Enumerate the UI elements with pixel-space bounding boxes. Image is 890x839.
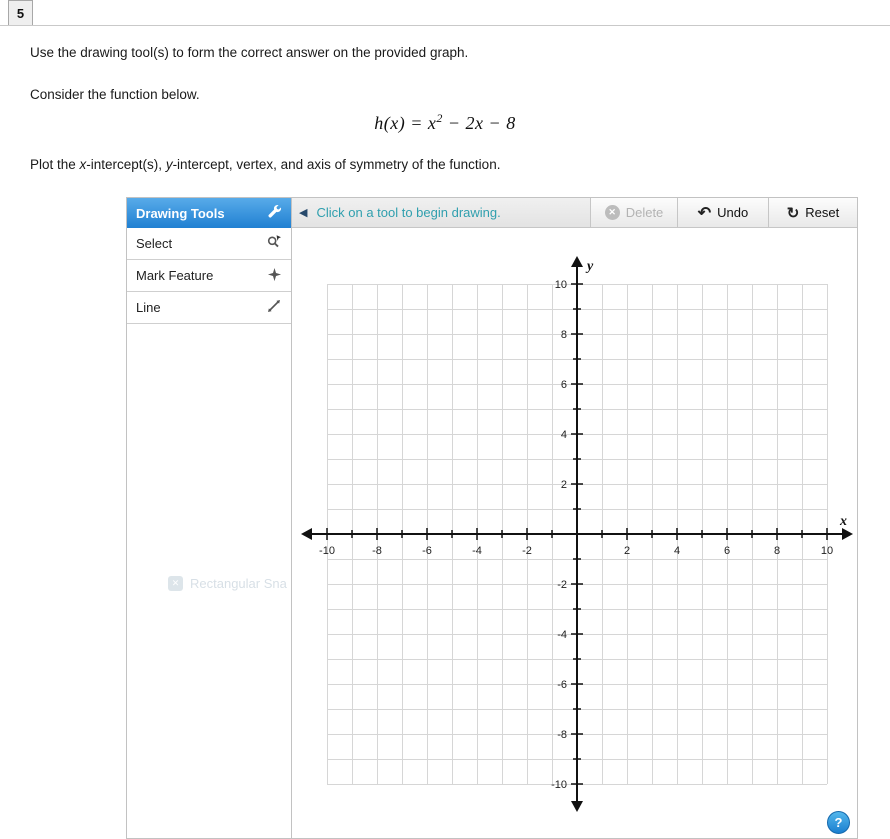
x-tick-label: 2 xyxy=(623,545,631,557)
text-segment: h(x) = x xyxy=(374,113,437,133)
y-tick-label: -10 xyxy=(551,779,567,791)
star-icon xyxy=(267,267,282,285)
tool-item-select[interactable] xyxy=(127,228,291,260)
x-tick-label: 6 xyxy=(723,545,731,557)
tool-label-select: Select xyxy=(136,236,173,251)
question-number-tab[interactable] xyxy=(8,0,33,25)
function-formula xyxy=(0,111,890,134)
text-segment: -intercept, vertex, and axis of symmetry of the function. xyxy=(172,157,501,172)
text-segment: Plot the xyxy=(30,157,80,172)
tool-item-line[interactable] xyxy=(127,292,291,324)
drawing-tools-panel xyxy=(127,198,292,838)
text-segment: y xyxy=(165,157,173,172)
y-tick-label: 10 xyxy=(554,279,567,291)
tool-label-mark-feature: Mark Feature xyxy=(136,268,214,283)
y-tick-label: 8 xyxy=(560,329,567,341)
x-tick-label: -10 xyxy=(319,545,335,557)
y-tick-label: 2 xyxy=(560,479,567,491)
x-tick-label: 8 xyxy=(773,545,781,557)
question-number: 5 xyxy=(16,5,25,21)
toolbar-hint-text: Click on a tool to begin drawing. xyxy=(316,205,501,220)
y-tick-label: -6 xyxy=(557,679,567,691)
x-tick-label: -8 xyxy=(372,545,382,557)
plot-instruction xyxy=(30,157,500,172)
toolbar-buttons xyxy=(590,198,857,227)
circle-x-icon xyxy=(605,205,620,220)
text-segment: -intercept(s), xyxy=(86,157,166,172)
snap-tooltip-text: Rectangular Sna xyxy=(190,576,287,591)
delete-button[interactable] xyxy=(590,198,677,227)
header-divider xyxy=(0,25,890,26)
help-button-label: ? xyxy=(834,815,843,830)
undo-button[interactable] xyxy=(677,198,768,227)
x-axis-label: x xyxy=(840,514,847,529)
text-segment: − 2x − 8 xyxy=(442,113,516,133)
axes xyxy=(311,266,843,802)
graph-toolbar xyxy=(292,198,857,228)
diagonal-line-icon xyxy=(266,298,282,317)
x-tick-label: 4 xyxy=(673,545,681,557)
graph-canvas[interactable] xyxy=(292,228,857,838)
x-tick-label: -6 xyxy=(422,545,432,557)
drawing-tools-title: Drawing Tools xyxy=(136,205,225,221)
graph-panel xyxy=(292,198,857,838)
y-tick-label: 4 xyxy=(560,429,567,441)
coordinate-plane[interactable] xyxy=(292,228,857,838)
tool-item-mark-feature[interactable] xyxy=(127,260,291,292)
help-button[interactable] xyxy=(827,811,850,834)
y-tick-label: -4 xyxy=(557,629,567,641)
reset-arrow-icon xyxy=(787,204,800,222)
magnifier-cursor-icon xyxy=(266,234,282,253)
drawing-tools-header xyxy=(127,198,291,228)
text-segment: x xyxy=(79,157,87,172)
consider-text: Consider the function below. xyxy=(30,87,200,102)
y-tick-label: -2 xyxy=(557,579,567,591)
tool-label-line: Line xyxy=(136,300,161,315)
reset-button-label: Reset xyxy=(805,205,840,220)
drawing-widget xyxy=(126,197,858,839)
undo-arrow-icon xyxy=(698,203,711,223)
instruction-text: Use the drawing tool(s) to form the correct answer on the provided graph. xyxy=(30,45,469,60)
x-tick-label: -4 xyxy=(472,545,482,557)
reset-button[interactable] xyxy=(768,198,857,227)
x-tick-label: -2 xyxy=(522,545,532,557)
y-axis-label: y xyxy=(587,259,594,274)
y-tick-label: 6 xyxy=(560,379,567,391)
delete-button-label: Delete xyxy=(625,205,664,220)
x-tick-label: 10 xyxy=(820,545,834,557)
undo-button-label: Undo xyxy=(717,205,749,220)
y-tick-label: -8 xyxy=(557,729,567,741)
text-segment: 2 xyxy=(436,111,443,125)
collapse-panel-arrow[interactable] xyxy=(299,206,307,219)
wrench-icon xyxy=(267,204,282,222)
